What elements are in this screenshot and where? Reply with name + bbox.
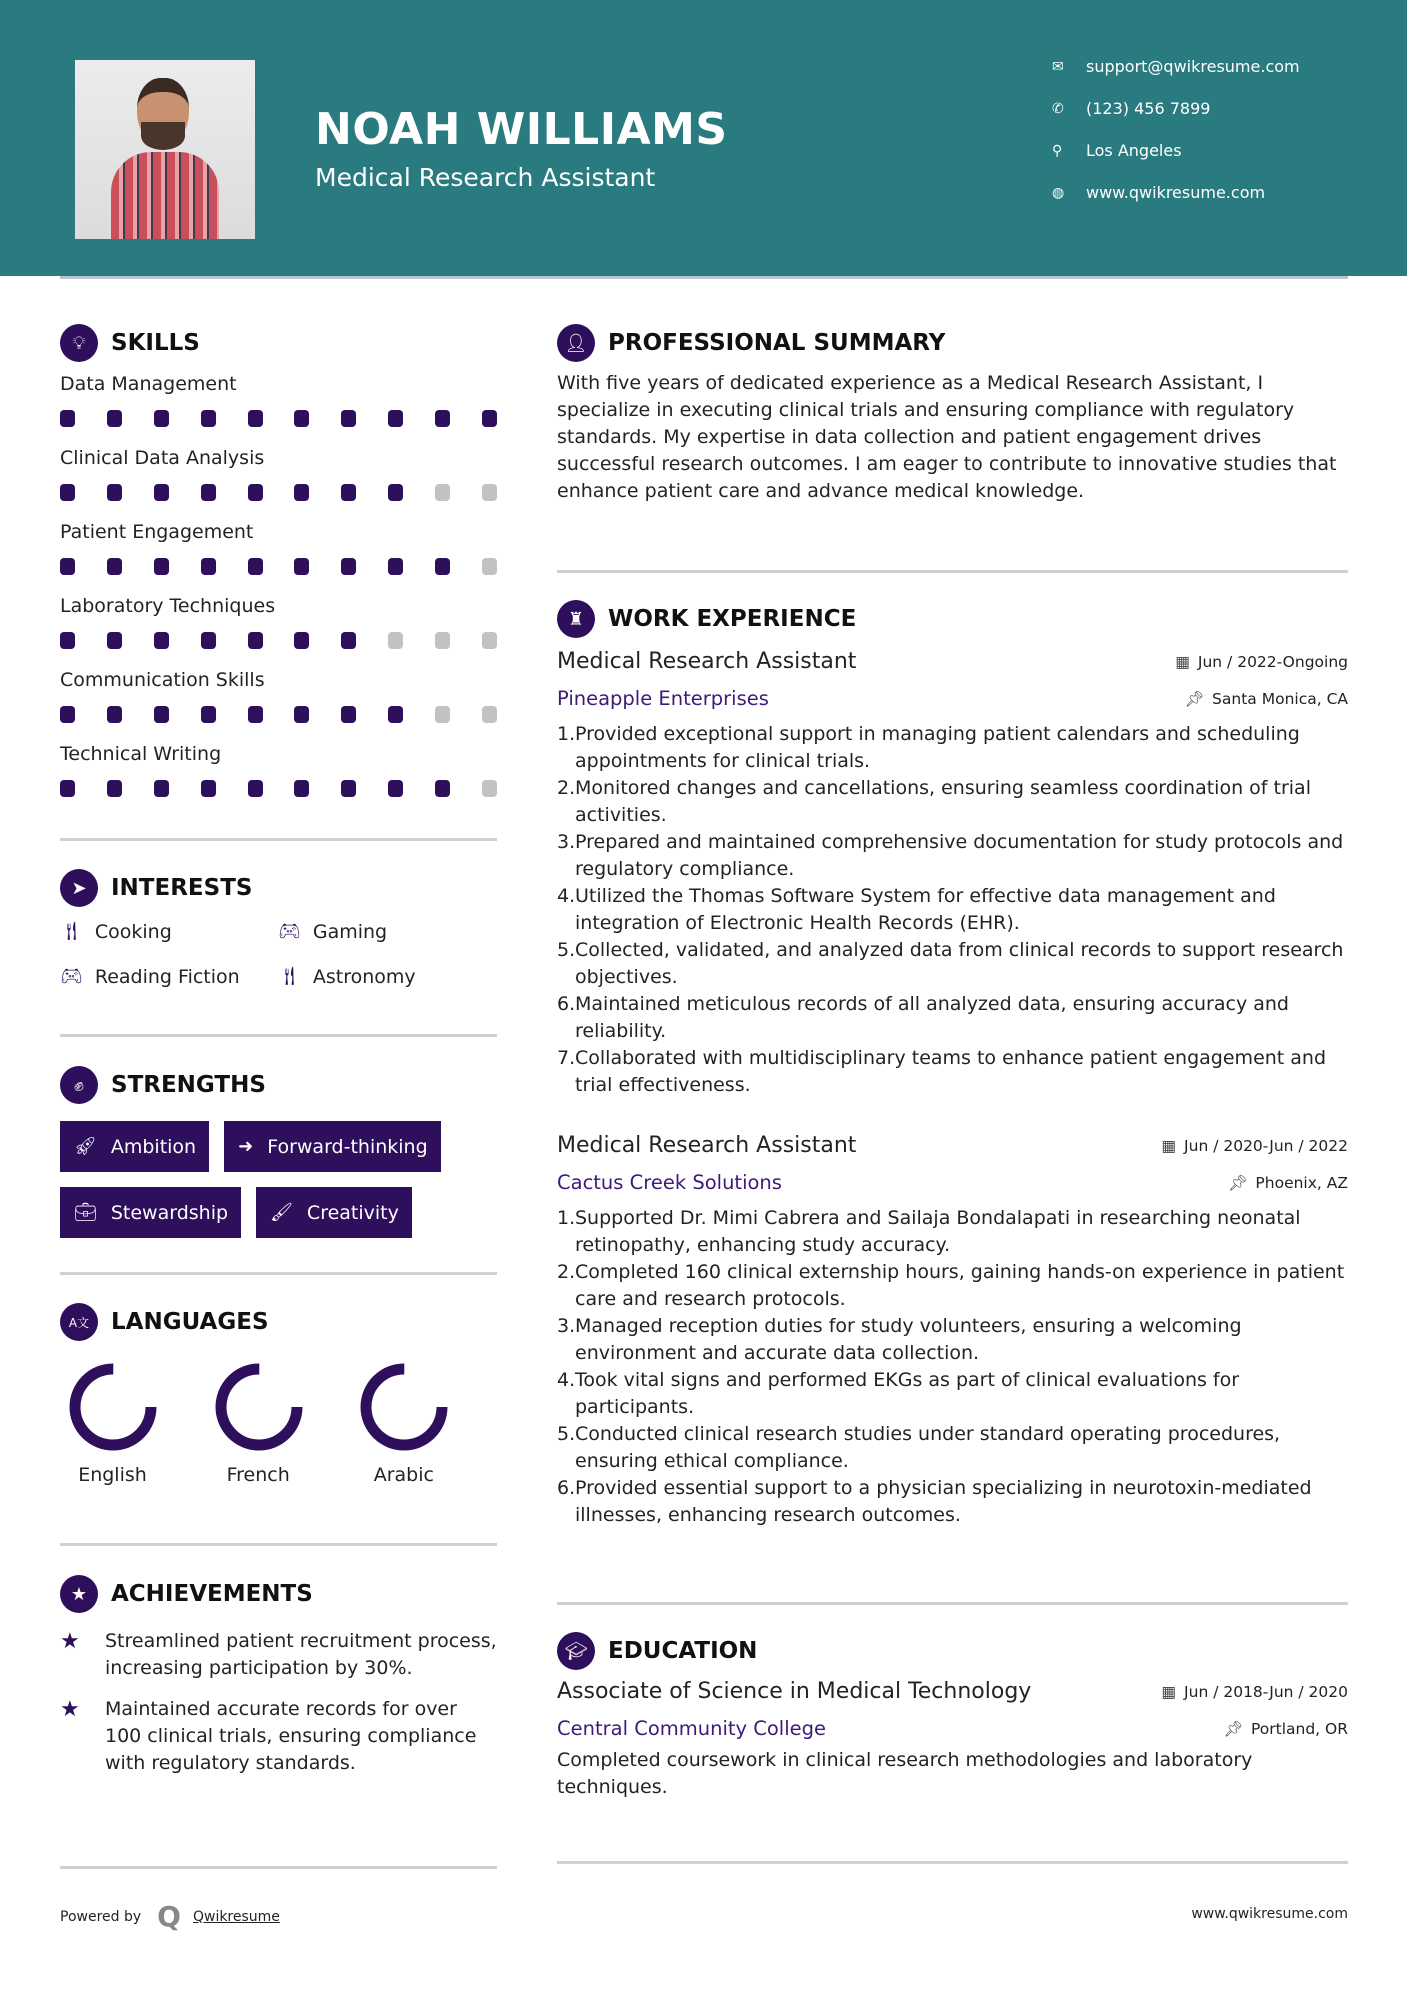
rating-dot-filled bbox=[388, 558, 403, 575]
job-header bbox=[557, 1127, 1348, 1164]
strength-tag bbox=[60, 1187, 241, 1238]
bullet-number: 3. bbox=[557, 831, 576, 853]
job-bullets bbox=[557, 721, 1348, 1099]
rating-dot-filled bbox=[60, 484, 75, 501]
bullet-number: 7. bbox=[557, 1047, 576, 1069]
star-icon: ★ bbox=[60, 1697, 80, 1722]
powered-by-label: Powered by bbox=[60, 1908, 142, 1925]
map-marker-icon: ⚲ bbox=[1052, 142, 1063, 159]
language-item bbox=[206, 1362, 352, 1486]
skill-rating bbox=[60, 621, 497, 659]
company-name: Cactus Creek Solutions bbox=[557, 1171, 782, 1194]
pushpin-icon: 📌︎ bbox=[1223, 1719, 1243, 1738]
interests-section bbox=[60, 868, 497, 992]
rating-dot-filled bbox=[154, 484, 169, 501]
rating-dot-filled bbox=[294, 780, 309, 797]
job-location-wrap bbox=[1184, 690, 1348, 708]
education-dates: Jun / 2018-Jun / 2020 bbox=[1184, 1682, 1348, 1701]
language-level-arc bbox=[366, 1369, 442, 1445]
strength-label: Ambition bbox=[110, 1135, 197, 1158]
job-location: Santa Monica, CA bbox=[1212, 689, 1348, 708]
interest-item bbox=[60, 916, 278, 947]
rating-dot-filled bbox=[341, 632, 356, 649]
arrow-right-icon: ➜ bbox=[238, 1136, 254, 1157]
summary-section bbox=[557, 323, 1348, 505]
job-bullet bbox=[557, 1421, 1348, 1475]
skill-item bbox=[60, 665, 497, 733]
skill-label: Clinical Data Analysis bbox=[60, 447, 265, 469]
skill-item bbox=[60, 739, 497, 807]
section-title: STRENGTHS bbox=[111, 1072, 266, 1098]
divider bbox=[60, 838, 497, 841]
contact-text: support@qwikresume.com bbox=[1086, 57, 1300, 76]
language-item bbox=[351, 1362, 497, 1486]
bullet-text: Monitored changes and cancellations, ensuring seamless coordination of trial activities. bbox=[575, 777, 1311, 826]
strength-label: Forward-thinking bbox=[267, 1135, 428, 1158]
education-section bbox=[557, 1631, 1348, 1801]
rating-dot-filled bbox=[248, 632, 263, 649]
rating-dot-filled bbox=[248, 484, 263, 501]
rating-dot-filled bbox=[388, 484, 403, 501]
header-divider bbox=[60, 276, 1348, 279]
contact-text: www.qwikresume.com bbox=[1086, 183, 1266, 202]
bullet-text: Completed 160 clinical externship hours, gaining hands-on experience in patient care and research protocols. bbox=[575, 1261, 1345, 1310]
school-name: Central Community College bbox=[557, 1717, 827, 1740]
resume-header bbox=[0, 0, 1407, 276]
skill-label: Communication Skills bbox=[60, 669, 265, 691]
rating-dot-filled bbox=[435, 410, 450, 427]
bullet-text: Supported Dr. Mimi Cabrera and Sailaja Bondalapati in researching neonatal retinopathy, enhancing study accuracy. bbox=[575, 1207, 1301, 1256]
rating-dot-filled bbox=[341, 558, 356, 575]
rating-dot-empty bbox=[482, 632, 497, 649]
experience-section bbox=[557, 599, 1348, 1529]
job-header bbox=[557, 643, 1348, 680]
rating-dot-filled bbox=[435, 780, 450, 797]
rating-dot-empty bbox=[388, 632, 403, 649]
section-title: WORK EXPERIENCE bbox=[608, 606, 857, 632]
qwikresume-logo-icon: Q bbox=[157, 1900, 181, 1933]
rating-dot-empty bbox=[435, 632, 450, 649]
education-location: Portland, OR bbox=[1250, 1719, 1348, 1738]
utensils-icon: 🍴︎ bbox=[60, 921, 83, 942]
calendar-icon: ▦ bbox=[1175, 652, 1190, 671]
rating-dot-filled bbox=[60, 780, 75, 797]
bullet-number: 4. bbox=[557, 885, 576, 907]
section-title: ACHIEVEMENTS bbox=[111, 1581, 313, 1607]
interest-label: Gaming bbox=[312, 920, 388, 943]
contact-location bbox=[1052, 141, 1182, 160]
rating-dot-filled bbox=[154, 780, 169, 797]
gamepad-icon: 🎮︎ bbox=[278, 921, 301, 942]
qwikresume-link[interactable]: Qwikresume bbox=[192, 1908, 280, 1925]
contact-website[interactable] bbox=[1052, 183, 1265, 202]
strength-tag bbox=[224, 1121, 441, 1172]
rating-dot-empty bbox=[435, 706, 450, 723]
summary-text: With five years of dedicated experience as a Medical Research Assistant, I specialize in executing clinical trials and ensuring compliance with regulatory standards. My expertise in data collection and patient engagement drives successful research outcomes. I am eager to contribute to innovative studies that enhance patient care and advance medical knowledge. bbox=[557, 372, 1337, 502]
job-entry bbox=[557, 1127, 1348, 1529]
rating-dot-filled bbox=[107, 706, 122, 723]
bullet-text: Prepared and maintained comprehensive documentation for study protocols and regulatory compliance. bbox=[575, 831, 1344, 880]
skill-rating bbox=[60, 399, 497, 437]
achievement-item bbox=[60, 1696, 497, 1777]
rating-dot-filled bbox=[248, 706, 263, 723]
rating-dot-filled bbox=[201, 706, 216, 723]
degree-title: Associate of Science in Medical Technology bbox=[557, 1679, 1032, 1704]
briefcase-icon: 💼︎ bbox=[74, 1202, 97, 1223]
paintbrush-icon: 🖌︎ bbox=[270, 1202, 293, 1223]
footer-website[interactable]: www.qwikresume.com bbox=[1191, 1906, 1348, 1922]
language-label: Arabic bbox=[373, 1464, 434, 1486]
rating-dot-filled bbox=[60, 706, 75, 723]
paper-plane-icon: ➤ bbox=[60, 869, 98, 907]
bullet-text: Provided essential support to a physician specializing in neurotoxin-mediated illnesses, enhancing research outcomes. bbox=[575, 1477, 1312, 1526]
rating-dot-filled bbox=[201, 484, 216, 501]
utensils-icon: 🍴︎ bbox=[278, 966, 301, 987]
graduation-icon: 🎓︎ bbox=[557, 1632, 595, 1670]
job-dates-wrap bbox=[1175, 653, 1348, 671]
divider bbox=[60, 1543, 497, 1546]
contact-phone[interactable] bbox=[1052, 99, 1210, 118]
job-bullets bbox=[557, 1205, 1348, 1529]
language-item bbox=[60, 1362, 206, 1486]
strength-tag bbox=[256, 1187, 412, 1238]
candidate-name: NOAH WILLIAMS bbox=[315, 104, 728, 155]
interest-item bbox=[60, 961, 278, 992]
rating-dot-filled bbox=[294, 484, 309, 501]
rating-dot-empty bbox=[435, 484, 450, 501]
rating-dot-filled bbox=[248, 558, 263, 575]
profile-photo bbox=[75, 60, 255, 239]
strength-tag bbox=[60, 1121, 209, 1172]
bullet-number: 5. bbox=[557, 1423, 576, 1445]
bullet-number: 3. bbox=[557, 1315, 576, 1337]
rating-dot-filled bbox=[341, 410, 356, 427]
contact-text: Los Angeles bbox=[1086, 141, 1182, 160]
job-location: Phoenix, AZ bbox=[1255, 1173, 1348, 1192]
rating-dot-filled bbox=[107, 632, 122, 649]
bullet-text: Utilized the Thomas Software System for effective data management and integration of Electronic Health Records (EHR). bbox=[575, 885, 1276, 934]
bullet-text: Conducted clinical research studies under standard operating procedures, ensuring ethical compliance. bbox=[575, 1423, 1281, 1472]
language-icon: A文 bbox=[60, 1303, 98, 1341]
job-bullet bbox=[557, 1205, 1348, 1259]
rating-dot-filled bbox=[294, 558, 309, 575]
interest-label: Cooking bbox=[94, 920, 172, 943]
job-bullet bbox=[557, 775, 1348, 829]
interest-label: Reading Fiction bbox=[94, 965, 240, 988]
education-description: Completed coursework in clinical research methodologies and laboratory techniques. bbox=[557, 1749, 1253, 1798]
bullet-text: Collected, validated, and analyzed data from clinical records to support research objectives. bbox=[575, 939, 1344, 988]
achievement-text: Streamlined patient recruitment process, increasing participation by 30%. bbox=[105, 1630, 497, 1679]
interest-item bbox=[278, 961, 498, 992]
skill-rating bbox=[60, 547, 497, 585]
achievement-text: Maintained accurate records for over 100 clinical trials, ensuring compliance with regulatory standards. bbox=[105, 1698, 477, 1774]
divider bbox=[557, 570, 1348, 573]
language-level-arc bbox=[221, 1369, 297, 1445]
divider bbox=[60, 1866, 497, 1869]
section-title: INTERESTS bbox=[111, 875, 253, 901]
bullet-number: 6. bbox=[557, 993, 576, 1015]
skill-item bbox=[60, 591, 497, 659]
skill-label: Laboratory Techniques bbox=[60, 595, 276, 617]
job-bullet bbox=[557, 1259, 1348, 1313]
rating-dot-filled bbox=[482, 410, 497, 427]
strength-label: Stewardship bbox=[110, 1201, 229, 1224]
job-bullet bbox=[557, 883, 1348, 937]
calendar-icon: ▦ bbox=[1161, 1136, 1177, 1155]
chair-icon: ♜ bbox=[557, 600, 595, 638]
bullet-number: 2. bbox=[557, 777, 576, 799]
rating-dot-filled bbox=[435, 558, 450, 575]
candidate-title: Medical Research Assistant bbox=[315, 163, 656, 192]
rating-dot-filled bbox=[201, 410, 216, 427]
job-bullet bbox=[557, 1045, 1348, 1099]
pushpin-icon: 📌︎ bbox=[1184, 689, 1205, 708]
achievements-section bbox=[60, 1574, 497, 1777]
bullet-text: Took vital signs and performed EKGs as part of clinical evaluations for participants. bbox=[575, 1369, 1240, 1418]
rating-dot-filled bbox=[294, 632, 309, 649]
rating-dot-filled bbox=[388, 780, 403, 797]
skill-item bbox=[60, 443, 497, 511]
star-icon: ★ bbox=[60, 1629, 80, 1654]
calendar-icon: ▦ bbox=[1161, 1682, 1177, 1701]
job-bullet bbox=[557, 937, 1348, 991]
language-ring bbox=[68, 1362, 158, 1452]
bullet-number: 2. bbox=[557, 1261, 576, 1283]
skill-rating bbox=[60, 473, 497, 511]
rating-dot-filled bbox=[201, 558, 216, 575]
language-level-arc bbox=[75, 1369, 151, 1445]
rating-dot-filled bbox=[341, 706, 356, 723]
rating-dot-filled bbox=[388, 706, 403, 723]
contact-email[interactable] bbox=[1052, 57, 1300, 76]
interest-item bbox=[278, 916, 498, 947]
skill-rating bbox=[60, 769, 497, 807]
rating-dot-filled bbox=[388, 410, 403, 427]
section-title: EDUCATION bbox=[608, 1638, 758, 1664]
section-title: PROFESSIONAL SUMMARY bbox=[608, 330, 946, 356]
languages-section bbox=[60, 1302, 497, 1486]
rating-dot-filled bbox=[341, 780, 356, 797]
globe-icon: ◍ bbox=[1052, 184, 1065, 201]
rating-dot-empty bbox=[482, 706, 497, 723]
job-bullet bbox=[557, 1367, 1348, 1421]
rating-dot-filled bbox=[60, 410, 75, 427]
rating-dot-filled bbox=[107, 484, 122, 501]
job-dates-wrap bbox=[1161, 1137, 1348, 1155]
rating-dot-filled bbox=[60, 632, 75, 649]
language-label: English bbox=[78, 1464, 147, 1486]
job-subheader bbox=[557, 1164, 1348, 1201]
company-name: Pineapple Enterprises bbox=[557, 687, 769, 710]
job-dates: Jun / 2022-Ongoing bbox=[1197, 652, 1348, 671]
bullet-text: Provided exceptional support in managing patient calendars and scheduling appointments for clinical trials. bbox=[575, 723, 1300, 772]
rating-dot-filled bbox=[201, 780, 216, 797]
bullet-number: 4. bbox=[557, 1369, 576, 1391]
skill-label: Patient Engagement bbox=[60, 521, 254, 543]
job-entry bbox=[557, 643, 1348, 1099]
rating-dot-filled bbox=[341, 484, 356, 501]
star-badge-icon: ★ bbox=[60, 1575, 98, 1613]
bullet-number: 1. bbox=[557, 723, 576, 745]
rating-dot-filled bbox=[60, 558, 75, 575]
strengths-section bbox=[60, 1065, 497, 1238]
language-ring bbox=[214, 1362, 304, 1452]
rating-dot-filled bbox=[248, 780, 263, 797]
skill-item bbox=[60, 517, 497, 585]
job-bullet bbox=[557, 1475, 1348, 1529]
bullet-text: Maintained meticulous records of all analyzed data, ensuring accuracy and reliability. bbox=[575, 993, 1289, 1042]
bullet-number: 5. bbox=[557, 939, 576, 961]
rating-dot-filled bbox=[107, 558, 122, 575]
job-location-wrap bbox=[1228, 1174, 1348, 1192]
divider bbox=[60, 1272, 497, 1275]
strength-label: Creativity bbox=[306, 1201, 399, 1224]
divider bbox=[557, 1602, 1348, 1605]
skill-rating bbox=[60, 695, 497, 733]
rating-dot-empty bbox=[482, 780, 497, 797]
bullet-number: 1. bbox=[557, 1207, 576, 1229]
rating-dot-filled bbox=[154, 558, 169, 575]
section-title: LANGUAGES bbox=[111, 1309, 269, 1335]
bullet-text: Collaborated with multidisciplinary teams to enhance patient engagement and trial effectiveness. bbox=[575, 1047, 1327, 1096]
job-bullet bbox=[557, 721, 1348, 775]
rating-dot-filled bbox=[107, 410, 122, 427]
rating-dot-filled bbox=[294, 706, 309, 723]
rating-dot-filled bbox=[201, 632, 216, 649]
rating-dot-filled bbox=[154, 706, 169, 723]
job-bullet bbox=[557, 829, 1348, 883]
skills-section bbox=[60, 323, 497, 807]
divider bbox=[60, 1034, 497, 1037]
phone-icon: ✆ bbox=[1052, 100, 1064, 117]
skill-label: Data Management bbox=[60, 373, 237, 395]
job-subheader bbox=[557, 680, 1348, 717]
rating-dot-empty bbox=[482, 484, 497, 501]
rating-dot-filled bbox=[294, 410, 309, 427]
language-label: French bbox=[226, 1464, 290, 1486]
envelope-icon: ✉ bbox=[1052, 58, 1064, 75]
rating-dot-filled bbox=[154, 632, 169, 649]
job-dates: Jun / 2020-Jun / 2022 bbox=[1184, 1136, 1348, 1155]
interest-label: Astronomy bbox=[312, 965, 416, 988]
contact-text: (123) 456 7899 bbox=[1086, 99, 1211, 118]
rocket-icon: 🚀︎ bbox=[74, 1136, 97, 1157]
rating-dot-filled bbox=[154, 410, 169, 427]
gamepad-icon: 🎮︎ bbox=[60, 966, 83, 987]
achievement-item bbox=[60, 1628, 497, 1682]
pushpin-icon: 📌︎ bbox=[1227, 1173, 1248, 1192]
bullet-number: 6. bbox=[557, 1477, 576, 1499]
footer-powered-by bbox=[60, 1900, 280, 1933]
rating-dot-filled bbox=[248, 410, 263, 427]
lightbulb-icon: 💡︎ bbox=[60, 324, 98, 362]
user-icon: 👤︎ bbox=[557, 324, 595, 362]
bullet-text: Managed reception duties for study volunteers, ensuring a welcoming environment and accurate data collection. bbox=[575, 1315, 1242, 1364]
section-title: SKILLS bbox=[111, 330, 200, 356]
skill-label: Technical Writing bbox=[60, 743, 222, 765]
job-title: Medical Research Assistant bbox=[557, 649, 857, 674]
job-bullet bbox=[557, 991, 1348, 1045]
rating-dot-empty bbox=[482, 558, 497, 575]
divider bbox=[557, 1861, 1348, 1864]
language-ring bbox=[359, 1362, 449, 1452]
rating-dot-filled bbox=[107, 780, 122, 797]
job-title: Medical Research Assistant bbox=[557, 1133, 857, 1158]
fist-icon: ✊︎ bbox=[60, 1066, 98, 1104]
skill-item bbox=[60, 369, 497, 437]
job-bullet bbox=[557, 1313, 1348, 1367]
